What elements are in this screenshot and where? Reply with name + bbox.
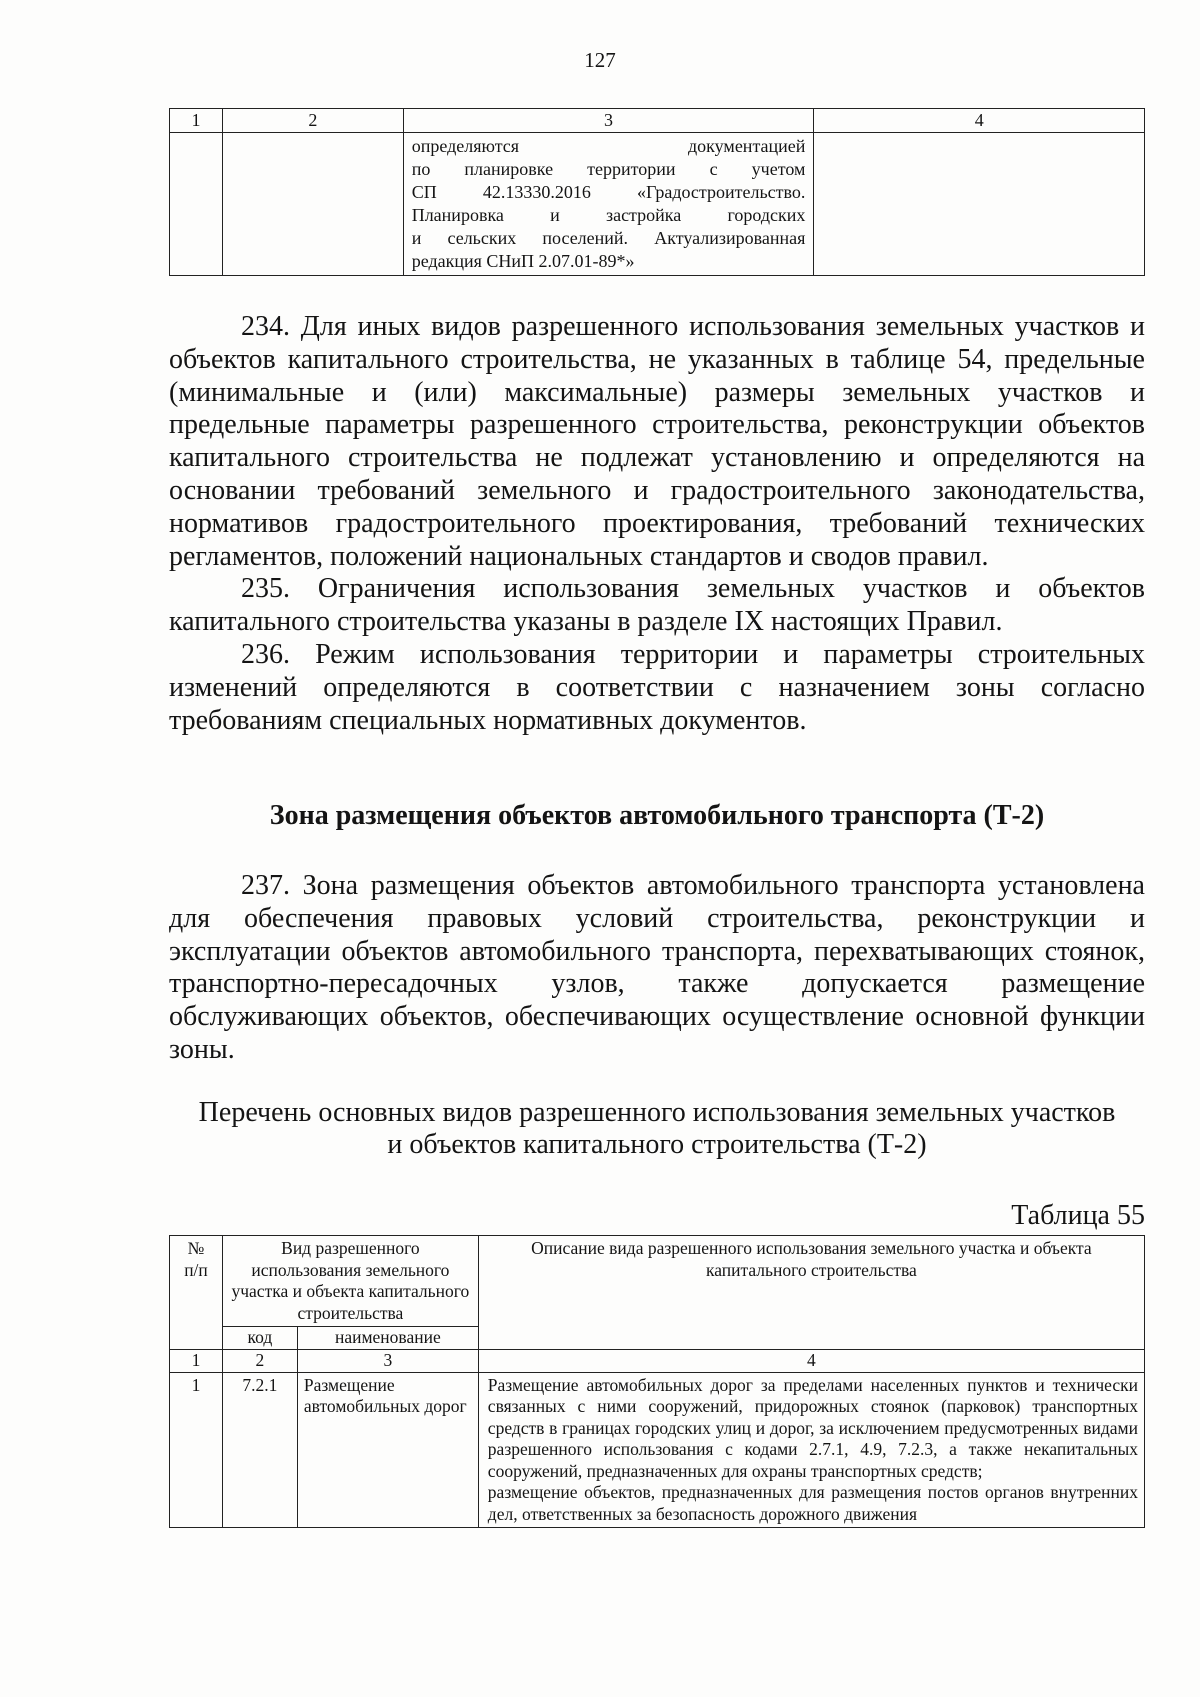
header-vid bbox=[222, 1236, 478, 1327]
table-column-numbers-row bbox=[170, 1350, 1145, 1373]
continuation-header-row bbox=[170, 109, 1145, 133]
paragraph-237: 237. Зона размещения объектов автомобильного транспорта установлена для обеспечения правовых условий строительства, реконструкции и эксплуатации объектов автомобильного транспорта, перехватывающих стоянок, транспортно-пересадочных узлов, также допускается размещение обслуживающих объектов, обеспечивающих осуществление основной функции зоны. bbox=[169, 870, 1145, 1065]
paragraph-237-block bbox=[169, 870, 1145, 1067]
cell-line: определяются документацией bbox=[411, 136, 806, 156]
header-num-text: № п/п bbox=[184, 1238, 208, 1280]
row-description-part-1: Размещение автомобильных дорог за пределами населенных пунктов и технически связанных с ними сооружений, придорожных стоянок (парковок) транспортных средств в границах городских улиц и дорог, за исключением предусмотренных видами разрешенного использования с кодами 2.7.1, 4.9, 7.2.3, а также некапитальных сооружений, предназначенных для охраны транспортных средств; bbox=[487, 1374, 1138, 1481]
paragraph-234: 234. Для иных видов разрешенного использования земельных участков и объектов капитального строительства, не указанных в таблице 54, предельные (минимальные и (или) максимальные) размеры земельных участков и предельные параметры разрешенного строительства, реконструкции объектов капитального строительства не подлежат установлению и определяются на основании требований земельного и градостроительного законодательства, нормативов градостроительного проектирования, требований технических регламентов, положений национальных стандартов и сводов правил. bbox=[169, 311, 1145, 572]
paragraph-236: 236. Режим использования территории и параметры строительных изменений определяются в соответствии с назначением зоны согласно требованиям специальных нормативных документов. bbox=[169, 638, 1145, 736]
continuation-table bbox=[169, 108, 1145, 276]
table-label: Таблица 55 bbox=[1011, 1200, 1145, 1231]
table-55 bbox=[169, 1235, 1145, 1528]
continuation-header-2: 2 bbox=[222, 109, 403, 133]
continuation-cell-4 bbox=[814, 133, 1145, 276]
cell-line: по планировке территории с учетом bbox=[411, 159, 806, 179]
header-opisanie-text: Описание вида разрешенного использования земельного участка и объекта капитального строительства bbox=[531, 1238, 1092, 1280]
header-kod: код bbox=[222, 1327, 297, 1350]
page-number: 127 bbox=[584, 48, 616, 72]
cell-line: редакция СНиП 2.07.01-89*» bbox=[411, 251, 635, 271]
cell-line: Планировка и застройка городских bbox=[411, 205, 806, 225]
continuation-cell-3 bbox=[403, 133, 814, 276]
col-number-2: 2 bbox=[222, 1350, 297, 1373]
list-title-line-1: Перечень основных видов разрешенного использования земельных участков bbox=[198, 1097, 1116, 1128]
cell-line: СП 42.13330.2016 «Градостроительство. bbox=[411, 182, 806, 202]
header-opisanie bbox=[478, 1236, 1144, 1350]
table-header-row bbox=[170, 1236, 1145, 1327]
row-description-part-2: размещение объектов, предназначенных для размещения постов органов внутренних дел, ответственных за безопасность дорожного движения bbox=[487, 1482, 1138, 1524]
header-num bbox=[170, 1236, 223, 1350]
continuation-row bbox=[170, 133, 1145, 276]
continuation-cell-1 bbox=[170, 133, 223, 276]
header-vid-text: Вид разрешенного использования земельного участка и объекта капитального строительства bbox=[231, 1238, 470, 1323]
row-description bbox=[478, 1372, 1144, 1528]
table-row bbox=[170, 1372, 1145, 1528]
row-name: Размещение автомобильных дорог bbox=[297, 1372, 478, 1528]
row-code: 7.2.1 bbox=[222, 1372, 297, 1528]
col-number-1: 1 bbox=[170, 1350, 223, 1373]
cell-line: и сельских поселений. Актуализированная bbox=[411, 228, 806, 248]
paragraphs-block bbox=[169, 311, 1145, 737]
list-title-line-2: и объектов капитального строительства (Т-2) bbox=[387, 1129, 927, 1160]
continuation-header-3: 3 bbox=[403, 109, 814, 133]
zone-heading: Зона размещения объектов автомобильного транспорта (Т-2) bbox=[269, 800, 1045, 831]
list-title bbox=[169, 1097, 1145, 1161]
continuation-header-1: 1 bbox=[170, 109, 223, 133]
col-number-3: 3 bbox=[297, 1350, 478, 1373]
col-number-4: 4 bbox=[478, 1350, 1144, 1373]
header-naimenovanie: наименование bbox=[297, 1327, 478, 1350]
continuation-header-4: 4 bbox=[814, 109, 1145, 133]
paragraph-235: 235. Ограничения использования земельных участков и объектов капитального строительства указаны в разделе IX настоящих Правил. bbox=[169, 573, 1145, 638]
row-num: 1 bbox=[170, 1372, 223, 1528]
continuation-cell-2 bbox=[222, 133, 403, 276]
